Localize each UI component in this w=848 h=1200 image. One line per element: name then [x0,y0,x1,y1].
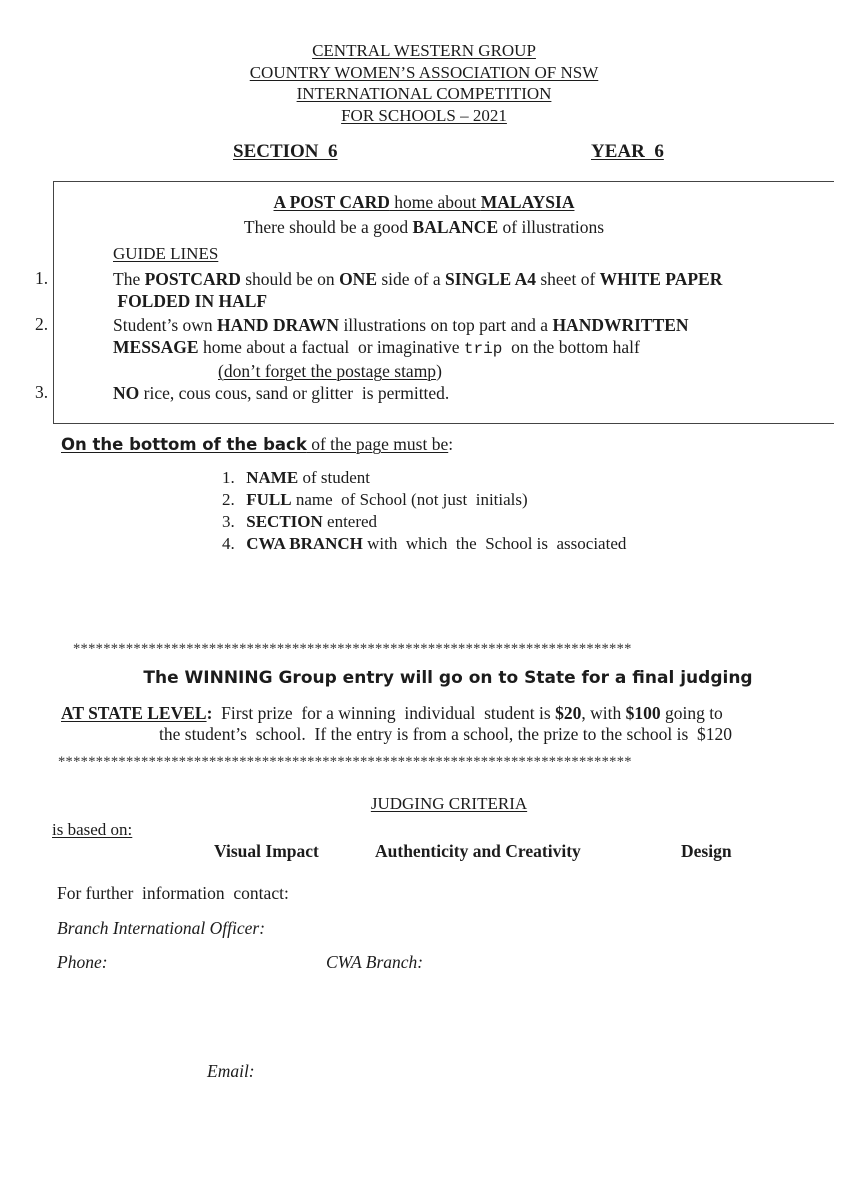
guideline-text: The [113,269,145,289]
guideline-line [113,336,689,360]
back-heading-colon: : [448,434,454,454]
box-title-middle: home about [389,192,481,212]
guideline-2 [113,314,689,382]
back-list-item: 3. SECTION entered [222,512,378,531]
box-subtitle-c: of illustrations [498,217,605,237]
guideline-text: on the bottom half [502,337,640,357]
back-list-item: 1. NAME of student [222,468,370,487]
guideline-line [113,314,689,336]
box-subtitle [0,217,848,238]
guideline-text: NO [113,383,140,403]
guideline-text: sheet of [535,269,600,289]
state-level-label: AT STATE LEVEL [61,703,207,723]
phone-label: Phone: [57,952,108,972]
branch-officer-label: Branch International Officer: [57,918,266,938]
guide-lines-heading: GUIDE LINES [113,244,219,263]
guideline-2-number: 2. [35,314,49,334]
guideline-text: SINGLE A4 [445,269,536,289]
state-level-line-1: AT STATE LEVEL: First prize for a winning individual student is $20, with $100 going to [61,703,723,723]
guideline-text: POSTCARD [144,269,241,289]
cwa-branch-label: CWA Branch: [326,952,424,972]
guideline-text: HAND DRAWN [217,315,340,335]
guideline-text: rice, cous cous, sand or glitter is permitted. [139,383,450,403]
guideline-3 [113,382,449,404]
box-title-country: MALAYSIA [480,192,575,212]
guideline-line [113,360,689,382]
back-of-page-heading [61,434,453,455]
guideline-text: MESSAGE [113,337,199,357]
back-heading-rest: of the page must be [306,434,449,454]
judging-criteria-title: JUDGING CRITERIA [370,794,528,813]
individual-prize: $20 [555,703,582,723]
guideline-text [113,361,218,381]
guideline-text: FOLDED IN HALF [113,291,268,311]
guideline-text: ) [436,361,442,381]
header-line-1: CENTRAL WESTERN GROUP [312,41,536,60]
guideline-text: WHITE PAPER [599,269,723,289]
email-label: Email: [207,1061,255,1081]
asterisk-divider-top: ************************************************************************** [73,641,632,657]
guideline-text: ONE [339,269,377,289]
guideline-line [113,290,722,312]
box-subtitle-a: There should be a good [243,217,413,237]
school-prize: $100 [625,703,661,723]
guideline-line [113,268,722,290]
guideline-text: illustrations on top part and a [339,315,553,335]
asterisk-divider-bottom: **************************************************************************** [58,754,632,770]
guideline-text: trip [463,340,503,358]
back-list-item: 2. FULL name of School (not just initials) [222,490,528,509]
back-heading-bold: On the bottom of the back [61,435,307,454]
year-label: YEAR 6 [591,141,664,162]
guideline-text: home about a factual or imaginative [198,337,464,357]
winning-entry-notice: The WINNING Group entry will go on to State for a final judging [143,668,753,688]
guideline-1-number: 1. [35,268,49,288]
criterion-visual-impact: Visual Impact [214,841,319,861]
box-title-postcard: A POST CARD [273,192,390,212]
header-line-4: FOR SCHOOLS – 2021 [341,105,507,125]
back-of-page-list [222,467,626,555]
box-subtitle-balance: BALANCE [412,217,499,237]
contact-intro: For further information contact: [57,883,289,903]
guideline-text: should be on [240,269,340,289]
guideline-text: side of a [377,269,446,289]
document-header [0,40,848,126]
guideline-text: (don’t forget the postage stamp [218,361,437,381]
state-level-line-2: the student’s school. If the entry is from a school, the prize to the school is $120 [159,724,733,744]
guideline-line [113,382,449,404]
header-line-2: COUNTRY WOMEN’S ASSOCIATION OF NSW [249,62,599,82]
section-label: SECTION 6 [233,141,338,162]
back-list-item: 4. CWA BRANCH with which the School is associated [222,534,627,553]
box-title [0,192,848,213]
header-line-3: INTERNATIONAL COMPETITION [296,84,552,103]
criterion-design: Design [681,841,732,861]
based-on-label: is based on: [52,820,133,839]
guideline-text: Student’s own [113,315,218,335]
guideline-3-number: 3. [35,382,49,402]
guideline-1 [113,268,722,312]
criterion-authenticity-creativity: Authenticity and Creativity [375,841,581,861]
guideline-text: HANDWRITTEN [552,315,689,335]
